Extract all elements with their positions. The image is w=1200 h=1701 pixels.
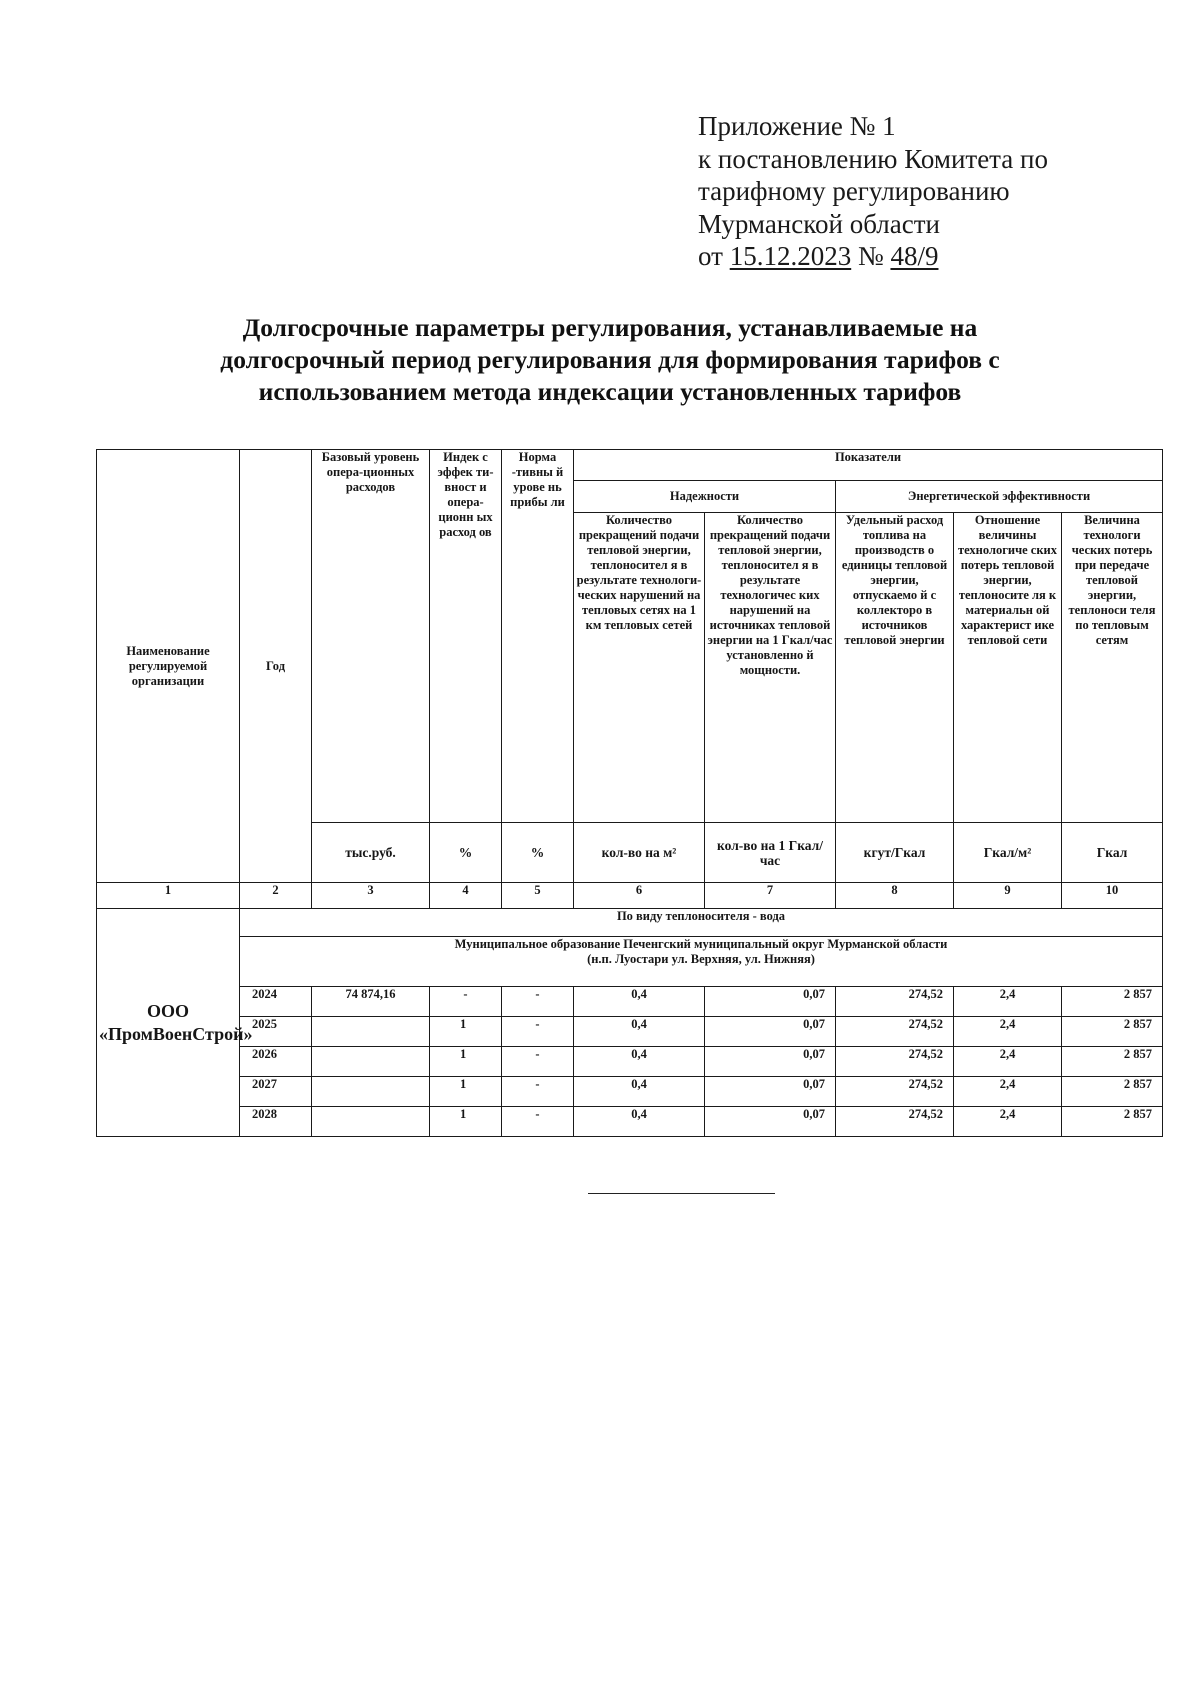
unit-col-4: % bbox=[430, 823, 502, 883]
header-col-9: Отношение величины технологиче ских потерь тепловой энергии, теплоносите ля к материальн ой характерист ике тепловой сети bbox=[954, 513, 1062, 823]
cell-col-7: 0,07 bbox=[705, 1077, 836, 1107]
header-col-10: Величина технологи ческих потерь при передаче тепловой энергии, теплоноси теля по тепловым сетям bbox=[1062, 513, 1163, 823]
appendix-date-line bbox=[698, 240, 1048, 273]
cell-col-7: 0,07 bbox=[705, 1107, 836, 1137]
column-number-7: 7 bbox=[705, 883, 836, 909]
unit-col-10: Гкал bbox=[1062, 823, 1163, 883]
cell-efficiency-index: 1 bbox=[430, 1047, 502, 1077]
appendix-date: 15.12.2023 bbox=[729, 241, 852, 271]
cell-efficiency-index: 1 bbox=[430, 1077, 502, 1107]
cell-year: 2026 bbox=[240, 1047, 312, 1077]
appendix-block bbox=[698, 110, 1048, 273]
column-number-10: 10 bbox=[1062, 883, 1163, 909]
cell-col-9: 2,4 bbox=[954, 1107, 1062, 1137]
cell-profit-norm: - bbox=[502, 1107, 574, 1137]
cell-col-8: 274,52 bbox=[836, 1047, 954, 1077]
table-row bbox=[97, 1017, 1163, 1047]
cell-col-10: 2 857 bbox=[1062, 987, 1163, 1017]
unit-col-3: тыс.руб. bbox=[312, 823, 430, 883]
cell-profit-norm: - bbox=[502, 987, 574, 1017]
column-number-5: 5 bbox=[502, 883, 574, 909]
cell-col-9: 2,4 bbox=[954, 1017, 1062, 1047]
cell-base-costs bbox=[312, 1107, 430, 1137]
header-indicators: Показатели bbox=[574, 450, 1163, 481]
document-title bbox=[150, 312, 1070, 408]
cell-base-costs bbox=[312, 1047, 430, 1077]
cell-col-9: 2,4 bbox=[954, 1047, 1062, 1077]
municipality-cell bbox=[240, 937, 1163, 987]
parameters-table bbox=[96, 449, 1163, 1137]
cell-efficiency-index: 1 bbox=[430, 1107, 502, 1137]
cell-col-8: 274,52 bbox=[836, 1017, 954, 1047]
cell-profit-norm: - bbox=[502, 1047, 574, 1077]
table-row bbox=[97, 1077, 1163, 1107]
appendix-line-2: к постановлению Комитета по bbox=[698, 143, 1048, 174]
section-coolant-water: По виду теплоносителя - вода bbox=[240, 909, 1163, 937]
title-line-2: долгосрочный период регулирования для формирования тарифов с bbox=[220, 345, 1000, 374]
appendix-number: 48/9 bbox=[890, 241, 939, 271]
unit-col-8: кгут/Гкал bbox=[836, 823, 954, 883]
cell-profit-norm: - bbox=[502, 1017, 574, 1047]
cell-base-costs: 74 874,16 bbox=[312, 987, 430, 1017]
appendix-line-1: Приложение № 1 bbox=[698, 111, 896, 141]
cell-col-7: 0,07 bbox=[705, 987, 836, 1017]
cell-col-6: 0,4 bbox=[574, 1017, 705, 1047]
cell-base-costs bbox=[312, 1077, 430, 1107]
header-year: Год bbox=[240, 450, 312, 883]
header-profit-norm: Норма -тивны й урове нь прибы ли bbox=[502, 450, 574, 823]
municipality-line-2: (н.п. Луостари ул. Верхняя, ул. Нижняя) bbox=[587, 952, 815, 966]
municipality-line-1: Муниципальное образование Печенгский муниципальный округ Мурманской области bbox=[454, 937, 948, 951]
cell-col-6: 0,4 bbox=[574, 1107, 705, 1137]
header-reliability: Надежности bbox=[574, 481, 836, 513]
header-energy-efficiency: Энергетической эффективности bbox=[836, 481, 1163, 513]
header-col-8: Удельный расход топлива на производств о единицы тепловой энергии, отпускаемо й с коллекторо в источников тепловой энергии bbox=[836, 513, 954, 823]
organization-name: ООО «ПромВоенСтрой» bbox=[99, 1000, 253, 1044]
column-number-3: 3 bbox=[312, 883, 430, 909]
unit-col-5: % bbox=[502, 823, 574, 883]
cell-year: 2027 bbox=[240, 1077, 312, 1107]
header-col-7: Количество прекращений подачи тепловой энергии, теплоносител я в результате технологичес ких нарушений на источниках тепловой энергии на 1 Гкал/час установленно й мощности. bbox=[705, 513, 836, 823]
column-number-4: 4 bbox=[430, 883, 502, 909]
cell-col-10: 2 857 bbox=[1062, 1077, 1163, 1107]
organization-cell bbox=[97, 909, 253, 1137]
column-number-2: 2 bbox=[240, 883, 312, 909]
cell-col-6: 0,4 bbox=[574, 987, 705, 1017]
header-col-6: Количество прекращений подачи тепловой энергии, теплоносител я в результате технологи-ческих нарушений на тепловых сетях на 1 км тепловых сетей bbox=[574, 513, 705, 823]
header-org: Наименование регулируемой организации bbox=[97, 450, 240, 883]
cell-col-10: 2 857 bbox=[1062, 1047, 1163, 1077]
cell-col-7: 0,07 bbox=[705, 1047, 836, 1077]
appendix-date-prefix: от bbox=[698, 241, 730, 271]
cell-col-6: 0,4 bbox=[574, 1077, 705, 1107]
cell-col-7: 0,07 bbox=[705, 1017, 836, 1047]
column-number-8: 8 bbox=[836, 883, 954, 909]
title-line-1: Долгосрочные параметры регулирования, устанавливаемые на bbox=[242, 313, 978, 342]
table-row bbox=[97, 1107, 1163, 1137]
cell-col-9: 2,4 bbox=[954, 1077, 1062, 1107]
closing-separator-line bbox=[588, 1193, 775, 1194]
cell-profit-norm: - bbox=[502, 1077, 574, 1107]
cell-col-8: 274,52 bbox=[836, 1107, 954, 1137]
column-number-6: 6 bbox=[574, 883, 705, 909]
column-number-1: 1 bbox=[97, 883, 240, 909]
appendix-line-4: Мурманской области bbox=[698, 208, 940, 239]
cell-year: 2025 bbox=[240, 1017, 312, 1047]
table-row bbox=[97, 987, 1163, 1017]
cell-year: 2028 bbox=[240, 1107, 312, 1137]
cell-efficiency-index: - bbox=[430, 987, 502, 1017]
appendix-number-prefix: № bbox=[851, 241, 891, 271]
unit-col-7: кол-во на 1 Гкал/час bbox=[705, 823, 836, 883]
cell-col-9: 2,4 bbox=[954, 987, 1062, 1017]
cell-col-10: 2 857 bbox=[1062, 1107, 1163, 1137]
cell-efficiency-index: 1 bbox=[430, 1017, 502, 1047]
cell-col-8: 274,52 bbox=[836, 1077, 954, 1107]
header-efficiency-index: Индек с эффек ти-вност и опера-ционн ых расход ов bbox=[430, 450, 502, 823]
appendix-line-3: тарифному регулированию bbox=[698, 176, 1010, 206]
unit-col-6: кол-во на м² bbox=[574, 823, 705, 883]
header-base-costs: Базовый уровень опера-ционных расходов bbox=[312, 450, 430, 823]
column-number-9: 9 bbox=[954, 883, 1062, 909]
table-row bbox=[97, 1047, 1163, 1077]
cell-year: 2024 bbox=[240, 987, 312, 1017]
cell-base-costs bbox=[312, 1017, 430, 1047]
cell-col-10: 2 857 bbox=[1062, 1017, 1163, 1047]
unit-col-9: Гкал/м² bbox=[954, 823, 1062, 883]
cell-col-8: 274,52 bbox=[836, 987, 954, 1017]
cell-col-6: 0,4 bbox=[574, 1047, 705, 1077]
title-line-3: использованием метода индексации установленных тарифов bbox=[258, 377, 962, 406]
